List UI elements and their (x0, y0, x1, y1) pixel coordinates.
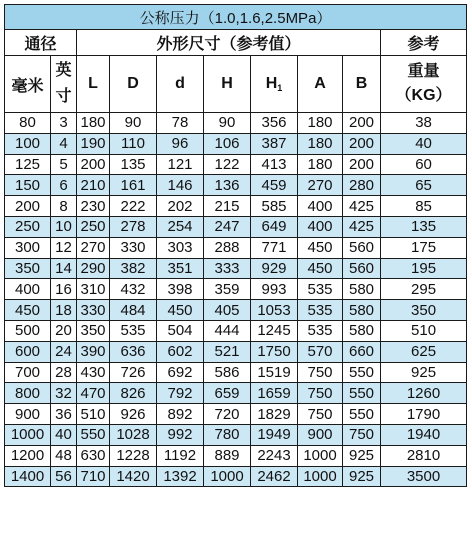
cell-L: 710 (77, 466, 110, 487)
cell-A: 535 (298, 300, 343, 321)
cell-inch: 36 (51, 404, 77, 425)
cell-L: 470 (77, 383, 110, 404)
cell-B: 925 (343, 445, 381, 466)
cell-mm: 250 (5, 216, 51, 237)
header-weight (381, 56, 467, 113)
cell-mm: 700 (5, 362, 51, 383)
cell-H1: 1829 (251, 404, 298, 425)
cell-weight: 350 (381, 300, 467, 321)
table-title: 公称压力（1.0,1.6,2.5MPa） (5, 5, 467, 30)
table-body (5, 113, 467, 487)
cell-H1: 1750 (251, 341, 298, 362)
cell-mm: 150 (5, 175, 51, 196)
cell-weight: 510 (381, 320, 467, 341)
header-dimensions: 外形尺寸（参考值） (77, 30, 381, 56)
cell-A: 450 (298, 258, 343, 279)
header-inch-line1: 英 (55, 62, 72, 79)
cell-A: 900 (298, 424, 343, 445)
cell-d: 692 (157, 362, 204, 383)
cell-H: 333 (204, 258, 251, 279)
cell-L: 290 (77, 258, 110, 279)
cell-mm: 900 (5, 404, 51, 425)
cell-D: 382 (110, 258, 157, 279)
cell-L: 250 (77, 216, 110, 237)
cell-B: 925 (343, 466, 381, 487)
cell-B: 425 (343, 216, 381, 237)
cell-weight: 195 (381, 258, 467, 279)
cell-weight: 60 (381, 154, 467, 175)
cell-weight: 625 (381, 341, 467, 362)
table-row (5, 362, 467, 383)
cell-mm: 800 (5, 383, 51, 404)
cell-D: 484 (110, 300, 157, 321)
cell-L: 270 (77, 237, 110, 258)
cell-inch: 20 (51, 320, 77, 341)
cell-D: 432 (110, 279, 157, 300)
table-header (5, 5, 467, 113)
cell-D: 926 (110, 404, 157, 425)
table-row (5, 320, 467, 341)
cell-D: 278 (110, 216, 157, 237)
cell-d: 992 (157, 424, 204, 445)
cell-weight: 295 (381, 279, 467, 300)
cell-weight: 925 (381, 362, 467, 383)
cell-B: 425 (343, 196, 381, 217)
header-inch-line2: 寸 (55, 88, 72, 105)
cell-mm: 300 (5, 237, 51, 258)
cell-inch: 10 (51, 216, 77, 237)
cell-d: 146 (157, 175, 204, 196)
cell-inch: 18 (51, 300, 77, 321)
cell-d: 892 (157, 404, 204, 425)
cell-H1: 1949 (251, 424, 298, 445)
cell-B: 200 (343, 154, 381, 175)
cell-d: 254 (157, 216, 204, 237)
cell-d: 792 (157, 383, 204, 404)
cell-L: 210 (77, 175, 110, 196)
cell-H: 90 (204, 113, 251, 134)
cell-A: 400 (298, 196, 343, 217)
cell-A: 570 (298, 341, 343, 362)
cell-H1: 585 (251, 196, 298, 217)
table-row (5, 237, 467, 258)
header-weight-line1: 重量 (407, 63, 440, 80)
cell-d: 202 (157, 196, 204, 217)
header-inch (51, 56, 77, 113)
cell-H: 444 (204, 320, 251, 341)
cell-inch: 14 (51, 258, 77, 279)
cell-H: 215 (204, 196, 251, 217)
header-reference: 参考 (381, 30, 467, 56)
cell-H: 247 (204, 216, 251, 237)
table-row (5, 154, 467, 175)
cell-mm: 200 (5, 196, 51, 217)
cell-D: 110 (110, 133, 157, 154)
cell-H: 586 (204, 362, 251, 383)
cell-d: 121 (157, 154, 204, 175)
cell-D: 1228 (110, 445, 157, 466)
cell-B: 550 (343, 404, 381, 425)
cell-inch: 12 (51, 237, 77, 258)
cell-A: 750 (298, 404, 343, 425)
cell-A: 400 (298, 216, 343, 237)
cell-L: 630 (77, 445, 110, 466)
cell-d: 1392 (157, 466, 204, 487)
cell-D: 161 (110, 175, 157, 196)
cell-D: 330 (110, 237, 157, 258)
cell-weight: 135 (381, 216, 467, 237)
cell-d: 602 (157, 341, 204, 362)
cell-H1: 356 (251, 113, 298, 134)
cell-D: 222 (110, 196, 157, 217)
cell-A: 450 (298, 237, 343, 258)
table-row (5, 445, 467, 466)
cell-H1: 2243 (251, 445, 298, 466)
cell-H: 359 (204, 279, 251, 300)
cell-weight: 40 (381, 133, 467, 154)
cell-B: 660 (343, 341, 381, 362)
table-row (5, 466, 467, 487)
cell-A: 1000 (298, 466, 343, 487)
cell-d: 96 (157, 133, 204, 154)
cell-inch: 3 (51, 113, 77, 134)
table-row (5, 216, 467, 237)
cell-L: 330 (77, 300, 110, 321)
header-col-d: d (157, 56, 204, 113)
cell-A: 180 (298, 133, 343, 154)
cell-A: 535 (298, 320, 343, 341)
cell-mm: 80 (5, 113, 51, 134)
cell-H: 288 (204, 237, 251, 258)
cell-L: 350 (77, 320, 110, 341)
cell-B: 280 (343, 175, 381, 196)
table-row (5, 196, 467, 217)
table-row (5, 113, 467, 134)
cell-B: 200 (343, 133, 381, 154)
header-col-B: B (343, 56, 381, 113)
cell-mm: 500 (5, 320, 51, 341)
table-row (5, 424, 467, 445)
cell-B: 560 (343, 258, 381, 279)
table-row (5, 279, 467, 300)
cell-H1: 2462 (251, 466, 298, 487)
header-weight-line2: （KG） (395, 87, 452, 104)
cell-mm: 125 (5, 154, 51, 175)
cell-H: 521 (204, 341, 251, 362)
header-mm: 毫米 (5, 56, 51, 113)
cell-B: 580 (343, 279, 381, 300)
cell-mm: 1400 (5, 466, 51, 487)
cell-inch: 56 (51, 466, 77, 487)
cell-D: 1420 (110, 466, 157, 487)
cell-H: 1000 (204, 466, 251, 487)
cell-L: 510 (77, 404, 110, 425)
cell-L: 550 (77, 424, 110, 445)
cell-B: 200 (343, 113, 381, 134)
cell-H1: 413 (251, 154, 298, 175)
cell-L: 190 (77, 133, 110, 154)
cell-A: 535 (298, 279, 343, 300)
cell-B: 560 (343, 237, 381, 258)
cell-D: 1028 (110, 424, 157, 445)
header-col-H1 (251, 56, 298, 113)
cell-A: 180 (298, 113, 343, 134)
cell-H1: 1519 (251, 362, 298, 383)
table-row (5, 404, 467, 425)
cell-H1: 929 (251, 258, 298, 279)
header-col-H: H (204, 56, 251, 113)
cell-A: 180 (298, 154, 343, 175)
cell-H1: 1053 (251, 300, 298, 321)
cell-weight: 2810 (381, 445, 467, 466)
cell-weight: 1940 (381, 424, 467, 445)
cell-weight: 3500 (381, 466, 467, 487)
cell-inch: 16 (51, 279, 77, 300)
cell-H1: 649 (251, 216, 298, 237)
cell-H1: 459 (251, 175, 298, 196)
cell-inch: 32 (51, 383, 77, 404)
cell-B: 550 (343, 362, 381, 383)
cell-B: 580 (343, 320, 381, 341)
spec-table-container (4, 4, 467, 487)
cell-mm: 450 (5, 300, 51, 321)
cell-d: 504 (157, 320, 204, 341)
cell-H1: 993 (251, 279, 298, 300)
cell-H: 122 (204, 154, 251, 175)
cell-H1: 1245 (251, 320, 298, 341)
cell-d: 351 (157, 258, 204, 279)
cell-H: 720 (204, 404, 251, 425)
cell-inch: 5 (51, 154, 77, 175)
cell-A: 750 (298, 362, 343, 383)
cell-H: 136 (204, 175, 251, 196)
cell-inch: 24 (51, 341, 77, 362)
cell-mm: 600 (5, 341, 51, 362)
cell-A: 750 (298, 383, 343, 404)
cell-D: 826 (110, 383, 157, 404)
cell-weight: 1260 (381, 383, 467, 404)
header-col-L: L (77, 56, 110, 113)
cell-d: 303 (157, 237, 204, 258)
table-row (5, 175, 467, 196)
cell-H: 106 (204, 133, 251, 154)
cell-H1: 1659 (251, 383, 298, 404)
cell-inch: 48 (51, 445, 77, 466)
cell-L: 390 (77, 341, 110, 362)
cell-inch: 28 (51, 362, 77, 383)
header-col-D: D (110, 56, 157, 113)
cell-weight: 175 (381, 237, 467, 258)
table-row (5, 258, 467, 279)
table-row (5, 383, 467, 404)
header-col-H1-base: H (265, 75, 278, 92)
cell-d: 78 (157, 113, 204, 134)
cell-mm: 1200 (5, 445, 51, 466)
cell-mm: 1000 (5, 424, 51, 445)
cell-B: 580 (343, 300, 381, 321)
cell-L: 230 (77, 196, 110, 217)
header-nominal-diameter: 通径 (5, 30, 77, 56)
cell-weight: 85 (381, 196, 467, 217)
cell-H: 405 (204, 300, 251, 321)
cell-weight: 38 (381, 113, 467, 134)
cell-mm: 350 (5, 258, 51, 279)
cell-L: 180 (77, 113, 110, 134)
table-row (5, 300, 467, 321)
cell-L: 200 (77, 154, 110, 175)
cell-d: 450 (157, 300, 204, 321)
cell-A: 270 (298, 175, 343, 196)
cell-D: 135 (110, 154, 157, 175)
cell-H: 659 (204, 383, 251, 404)
cell-mm: 100 (5, 133, 51, 154)
cell-L: 310 (77, 279, 110, 300)
header-col-H1-sub: 1 (277, 83, 283, 93)
cell-L: 430 (77, 362, 110, 383)
table-row (5, 133, 467, 154)
cell-H1: 771 (251, 237, 298, 258)
table-row (5, 341, 467, 362)
cell-inch: 8 (51, 196, 77, 217)
header-col-A: A (298, 56, 343, 113)
cell-A: 1000 (298, 445, 343, 466)
cell-d: 1192 (157, 445, 204, 466)
cell-d: 398 (157, 279, 204, 300)
cell-H: 889 (204, 445, 251, 466)
cell-inch: 6 (51, 175, 77, 196)
cell-D: 535 (110, 320, 157, 341)
cell-weight: 1790 (381, 404, 467, 425)
cell-H: 780 (204, 424, 251, 445)
cell-mm: 400 (5, 279, 51, 300)
valve-spec-table (4, 4, 467, 487)
cell-B: 750 (343, 424, 381, 445)
cell-inch: 4 (51, 133, 77, 154)
cell-B: 550 (343, 383, 381, 404)
cell-weight: 65 (381, 175, 467, 196)
cell-D: 726 (110, 362, 157, 383)
cell-D: 636 (110, 341, 157, 362)
cell-H1: 387 (251, 133, 298, 154)
cell-D: 90 (110, 113, 157, 134)
cell-inch: 40 (51, 424, 77, 445)
